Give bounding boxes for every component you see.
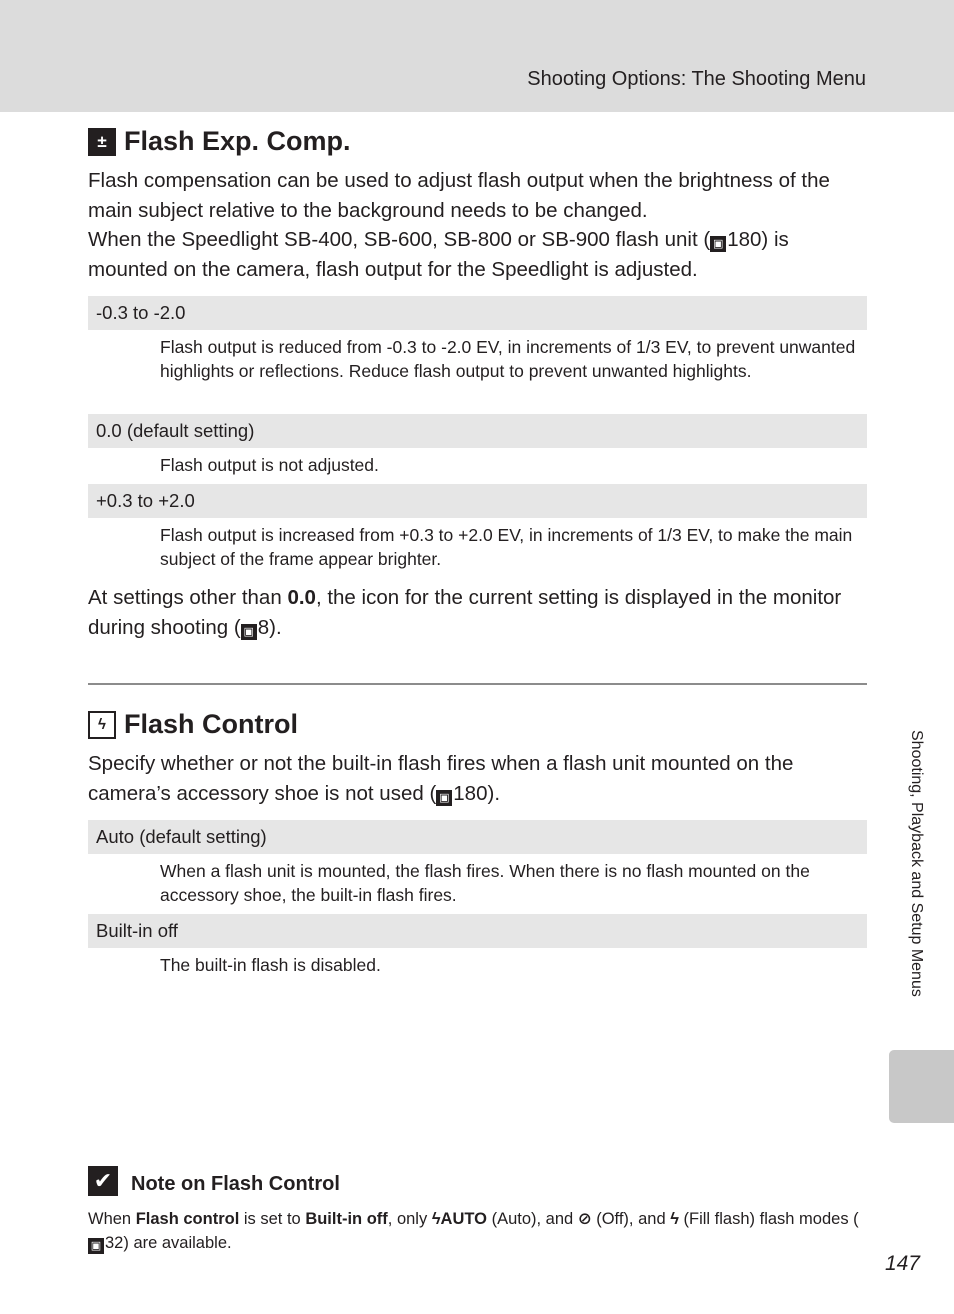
page-ref-number: 8 bbox=[257, 615, 270, 639]
page-ref-number: 32 bbox=[105, 1234, 124, 1252]
note-text: (Auto), and bbox=[487, 1210, 578, 1228]
option-description: Flash output is increased from +0.3 to +2.0 EV, in increments of 1/3 EV, to make the main subject of the frame appear brighter. bbox=[160, 525, 853, 569]
footer-text-3: ). bbox=[269, 615, 282, 639]
flash-exp-comp-icon: ± bbox=[88, 128, 116, 156]
footer-text: At settings other than bbox=[88, 586, 288, 609]
footer-bold-value: 0.0 bbox=[287, 586, 316, 609]
section-title-flash-exp-comp bbox=[88, 126, 351, 157]
page-ref-icon: ▣ bbox=[241, 624, 257, 640]
footer-text-2: , the icon for the current setting is displayed in the monitor during shooting ( bbox=[88, 586, 842, 639]
note-text: (Fill flash) flash modes ( bbox=[678, 1210, 859, 1228]
page-number: 147 bbox=[884, 1252, 920, 1275]
option-description: Flash output is reduced from -0.3 to -2.0 EV, in increments of 1/3 EV, to prevent unwanted highlights or reflections. Reduce flash output to prevent unwanted highlights. bbox=[160, 337, 856, 381]
note-text: When bbox=[88, 1210, 136, 1228]
page-ref-icon: ▣ bbox=[710, 236, 726, 252]
note-title: Note on Flash Control bbox=[131, 1173, 340, 1195]
option-row: Auto (default setting) bbox=[88, 820, 867, 854]
option-description: Flash output is not adjusted. bbox=[160, 455, 379, 475]
flash-off-icon: ⊘ bbox=[577, 1210, 592, 1228]
flash-control-icon: ϟ bbox=[88, 711, 116, 739]
intro-text: Specify whether or not the built-in flash fires when a flash unit mounted on the camera’s accessory shoe is not used ( bbox=[88, 752, 794, 805]
section-divider bbox=[88, 683, 867, 685]
note-text: , only bbox=[387, 1210, 432, 1228]
intro-text-3: ) is mounted on the camera, flash output for the Speedlight is adjusted. bbox=[88, 228, 789, 281]
option-row: +0.3 to +2.0 bbox=[88, 484, 867, 518]
checkmark-icon: ✔ bbox=[88, 1166, 118, 1196]
intro-paragraph-1 bbox=[88, 166, 868, 284]
chapter-tab bbox=[889, 1050, 954, 1123]
note-bold: Built-in off bbox=[305, 1210, 388, 1228]
sidebar-chapter-label: Shooting, Playback and Setup Menus bbox=[908, 730, 925, 997]
page-ref-icon: ▣ bbox=[88, 1238, 104, 1254]
section1-footer-paragraph bbox=[88, 583, 868, 642]
note-text: (Off), and bbox=[591, 1210, 671, 1228]
running-header: Shooting Options: The Shooting Menu bbox=[527, 68, 866, 90]
page-ref-number: 180 bbox=[453, 781, 488, 805]
intro-text-2: When the Speedlight SB-400, SB-600, SB-800 or SB-900 flash unit ( bbox=[88, 228, 711, 251]
flash-auto-icon: ϟAUTO bbox=[431, 1210, 487, 1228]
option-row: -0.3 to -2.0 bbox=[88, 296, 867, 330]
section-title-text: Flash Exp. Comp. bbox=[124, 126, 351, 156]
fill-flash-icon: ϟ bbox=[670, 1210, 679, 1228]
page-ref-number: 180 bbox=[727, 228, 762, 251]
option-description: The built-in flash is disabled. bbox=[160, 955, 381, 975]
option-row: 0.0 (default setting) bbox=[88, 414, 867, 448]
note-text: is set to bbox=[239, 1210, 306, 1228]
section-title-text: Flash Control bbox=[124, 709, 298, 739]
note-body bbox=[88, 1207, 868, 1255]
note-text: ) are available. bbox=[123, 1234, 232, 1252]
option-description: When a flash unit is mounted, the flash fires. When there is no flash mounted on the accessory shoe, the built-in flash fires. bbox=[160, 861, 810, 905]
header-band bbox=[0, 0, 954, 112]
page-ref-icon: ▣ bbox=[436, 790, 452, 806]
note-bold: Flash control bbox=[135, 1210, 240, 1228]
section-title-flash-control bbox=[88, 709, 298, 740]
option-row: Built-in off bbox=[88, 914, 867, 948]
intro-text-2: ). bbox=[487, 781, 501, 805]
intro-text: Flash compensation can be used to adjust flash output when the brightness of the main subject relative to the background needs to be changed. bbox=[88, 169, 830, 222]
intro-paragraph-2 bbox=[88, 749, 868, 808]
